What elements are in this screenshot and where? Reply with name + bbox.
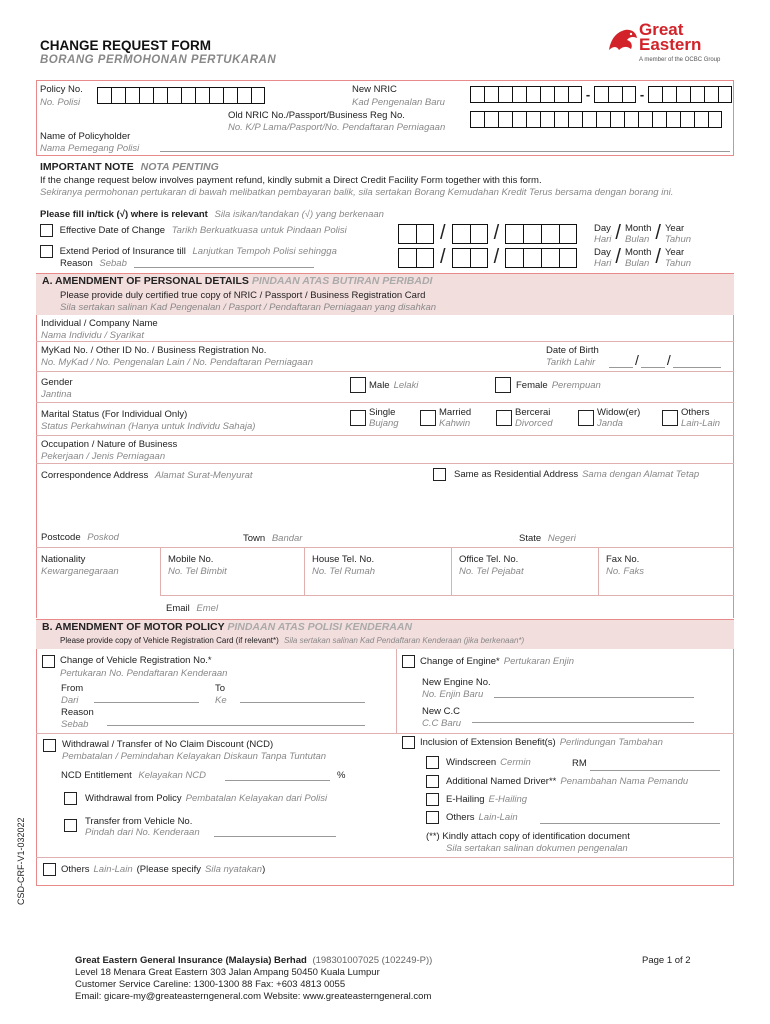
month-label: Month [624, 246, 652, 258]
note-text-my: Sekiranya permohonan pertukaran di bawah melibatkan pembayaran balik, sila sertakan Borang Kemudahan Kredit Terus bersama dengan borang ini. [40, 187, 674, 198]
month-label-my: Bulan [624, 257, 650, 269]
office-label: Office Tel. No. [459, 554, 519, 565]
ncd-ent-input[interactable] [225, 780, 330, 781]
email-label-my: Emel [196, 603, 219, 614]
new-engine-input[interactable] [494, 697, 694, 698]
windscreen-checkbox[interactable] [426, 756, 439, 769]
divorced-checkbox[interactable] [496, 410, 512, 426]
section-a-note-my: Sila sertakan salinan Kad Pengenalan / Pasport / Pendaftaran Perniagaan yang disahkan [60, 302, 437, 313]
effective-label: Effective Date of Change [59, 225, 166, 237]
specify-close: ) [262, 864, 266, 875]
divorced-label: Bercerai [515, 407, 551, 418]
postcode-row [41, 532, 119, 543]
ncd-ent-row [61, 770, 206, 781]
section-a-note: Please provide duly certified true copy of NRIC / Passport / Business Registration Card [60, 290, 426, 301]
divorced-option[interactable] [496, 407, 553, 429]
ncd-label-my: Pembatalan / Pemindahan Kelayakan Diskaun Tanpa Tuntutan [62, 751, 327, 762]
new-cc-label-my: C.C Baru [422, 718, 462, 729]
town-label-my: Bandar [271, 533, 303, 544]
ext-label: Inclusion of Extension Benefit(s) [420, 737, 556, 748]
married-option[interactable] [420, 407, 471, 429]
divider [160, 595, 734, 596]
driver-label: Additional Named Driver** [446, 776, 557, 787]
divider [451, 547, 452, 595]
others2-label-my: Lain-Lain [93, 864, 133, 875]
ext-label-my: Perlindungan Tambahan [559, 737, 663, 748]
marital-label-my: Status Perkahwinan (Hanya untuk Individu Sahaja) [41, 421, 256, 432]
day-label-my: Hari [594, 233, 612, 245]
day-label-my: Hari [594, 257, 612, 269]
mykad-label-my: No. MyKad / No. Pengenalan Lain / No. Pendaftaran Perniagaan [41, 357, 313, 368]
fax-label-my: No. Faks [606, 566, 645, 577]
others-b-option[interactable] [426, 811, 518, 824]
widow-label-my: Janda [597, 418, 623, 429]
transfer-checkbox[interactable] [64, 819, 77, 832]
divider [160, 547, 161, 595]
others-b-checkbox[interactable] [426, 811, 439, 824]
email-label: Email [166, 603, 190, 614]
form-code: CSD-CRF-V1-032022 [16, 817, 26, 905]
address-row [41, 470, 253, 481]
attach-note-my: Sila sertakan salinan dokumen pengenalan [446, 843, 628, 854]
section-a-header [36, 273, 734, 288]
note-text: If the change request below involves payment refund, kindly submit a Direct Credit Facility Form together with this form. [40, 175, 542, 186]
engine-change-label-my: Pertukaran Enjin [503, 656, 574, 667]
month-label-my: Bulan [624, 233, 650, 245]
divider [36, 435, 734, 436]
ext-option[interactable] [402, 736, 663, 749]
ehailing-label-my: E-Hailing [488, 794, 528, 805]
new-engine-label-my: No. Enjin Baru [422, 689, 484, 700]
logo-tagline: A member of the OCBC Group [639, 57, 721, 63]
others-label-my: Lain-Lain [681, 418, 721, 429]
divider [36, 857, 734, 858]
single-checkbox[interactable] [350, 410, 366, 426]
important-note-title [40, 161, 219, 173]
divider [36, 547, 734, 548]
to-label: To [215, 683, 226, 694]
day-label: Day [594, 246, 611, 258]
footer-email: Email: gicare-my@greateasterngeneral.com Website: www.greateasterngeneral.com [75, 991, 432, 1002]
tick-instruction-my: Sila isikan/tandakan (√) yang berkenaan [214, 209, 384, 220]
logo-text-great: Great [639, 20, 684, 39]
old-nric-label-my: No. K/P Lama/Pasport/No. Pendaftaran Perniagaan [228, 122, 446, 133]
dob-label: Date of Birth [546, 345, 599, 356]
address-label-my: Alamat Surat-Menyurat [154, 470, 253, 481]
withdraw-label: Withdrawal from Policy [85, 793, 182, 804]
reg-change-label-my: Pertukaran No. Pendaftaran Kenderaan [60, 668, 228, 679]
male-label: Male [369, 379, 390, 391]
others-b-input[interactable] [540, 823, 720, 824]
marital-label: Marital Status (For Individual Only) [41, 409, 188, 420]
ehailing-checkbox[interactable] [426, 793, 439, 806]
office-label-my: No. Tel Pejabat [459, 566, 524, 577]
divider [36, 733, 734, 734]
effective-date-input[interactable]: / / [398, 222, 577, 245]
footer-company: Great Eastern General Insurance (Malaysia) Berhad [75, 955, 307, 966]
footer-block [75, 955, 432, 1003]
great-eastern-logo [605, 22, 735, 70]
new-cc-input[interactable] [472, 722, 694, 723]
new-nric-label-my: Kad Pengenalan Baru [352, 97, 445, 108]
rm-label: RM [572, 758, 587, 769]
driver-checkbox[interactable] [426, 775, 439, 788]
mobile-label-my: No. Tel Bimbit [168, 566, 227, 577]
female-label: Female [516, 379, 548, 391]
policy-no-label: Policy No. [40, 84, 83, 95]
transfer-option[interactable] [64, 816, 200, 838]
specify-label-my: Sila nyatakan [205, 864, 263, 875]
postcode-label-my: Poskod [87, 532, 119, 543]
state-label: State [519, 533, 542, 544]
reg-change-checkbox[interactable] [42, 655, 55, 668]
holder-label-my: Nama Pemegang Polisi [40, 143, 140, 154]
reason-input[interactable] [134, 267, 314, 268]
new-nric-input[interactable]: - - [470, 86, 732, 103]
others-checkbox[interactable] [662, 410, 678, 426]
dob-input[interactable]: / / [609, 352, 721, 368]
extend-date-input[interactable]: / / [398, 246, 577, 269]
to-label-my: Ke [215, 695, 227, 706]
old-nric-input[interactable] [470, 111, 722, 128]
section-b-title-my: PINDAAN ATAS POLISI KENDERAAN [227, 621, 413, 633]
mykad-label: MyKad No. / Other ID No. / Business Registration No. [41, 345, 267, 356]
percent-sign: % [337, 770, 346, 781]
driver-label-my: Penambahan Nama Pemandu [560, 776, 689, 787]
withdraw-option[interactable] [64, 792, 327, 805]
fax-label: Fax No. [606, 554, 640, 565]
year-label: Year [664, 222, 685, 234]
transfer-label: Transfer from Vehicle No. [85, 816, 193, 827]
engine-change-label: Change of Engine* [420, 656, 500, 667]
married-checkbox[interactable] [420, 410, 436, 426]
house-label-my: No. Tel Rumah [312, 566, 376, 577]
same-address-label-my: Sama dengan Alamat Tetap [582, 469, 700, 480]
name-label-my: Nama Individu / Syarikat [41, 330, 144, 341]
reason-row [60, 258, 127, 269]
note-title-my: NOTA PENTING [140, 161, 219, 173]
effective-checkbox[interactable] [40, 224, 53, 237]
reason-b-input[interactable] [107, 725, 365, 726]
withdraw-label-my: Pembatalan Kelayakan dari Polisi [185, 793, 328, 804]
divorced-label-my: Divorced [515, 418, 553, 429]
tick-instruction: Please fill in/tick (√) where is relevant [40, 209, 208, 220]
footer-careline: Customer Service Careline: 1300-1300 88 Fax: +603 4813 0055 [75, 979, 346, 990]
day-label: Day [594, 222, 611, 234]
divider [304, 547, 305, 595]
windscreen-option[interactable] [426, 756, 531, 769]
reason-b-label: Reason [61, 707, 94, 718]
effective-label-my: Tarikh Berkuatkuasa untuk Pindaan Polisi [171, 225, 347, 237]
to-input[interactable] [240, 702, 365, 703]
male-label-my: Lelaki [393, 379, 419, 391]
dob-label-my: Tarikh Lahir [546, 357, 596, 368]
engine-change-checkbox[interactable] [402, 655, 415, 668]
divider [36, 371, 734, 372]
form-subtitle: BORANG PERMOHONAN PERTUKARAN [40, 54, 277, 66]
footer-reg: (198301007025 (102249-P)) [312, 955, 433, 966]
town-row [243, 533, 302, 544]
female-label-my: Perempuan [551, 379, 601, 391]
gender-label: Gender [41, 377, 73, 388]
married-label-my: Kahwin [439, 418, 471, 429]
policy-no-input[interactable] [97, 87, 265, 104]
from-input[interactable] [94, 702, 199, 703]
others2-option[interactable] [43, 863, 265, 876]
others2-label: Others [61, 864, 90, 875]
single-label-my: Bujang [369, 418, 399, 429]
same-address-option[interactable] [433, 468, 699, 481]
single-option[interactable] [350, 407, 399, 429]
divider [36, 402, 734, 403]
extend-label: Extend Period of Insurance till [59, 246, 186, 258]
note-title: IMPORTANT NOTE [40, 161, 134, 173]
from-label: From [61, 683, 84, 694]
extend-row [40, 245, 337, 258]
holder-input[interactable] [160, 151, 730, 152]
windscreen-rm-input[interactable] [590, 770, 720, 771]
state-row [519, 533, 576, 544]
occupation-label-my: Pekerjaan / Jenis Perniagaan [41, 451, 166, 462]
old-nric-label: Old NRIC No./Passport/Business Reg No. [228, 110, 405, 121]
ncd-option[interactable] [43, 739, 326, 762]
section-b-note: Please provide copy of Vehicle Registration Card (if relevant*) [60, 636, 279, 645]
extend-checkbox[interactable] [40, 245, 53, 258]
ncd-checkbox[interactable] [43, 739, 56, 752]
effective-row [40, 224, 347, 237]
ext-checkbox[interactable] [402, 736, 415, 749]
section-b-title: B. AMENDMENT OF MOTOR POLICY [42, 621, 225, 633]
year-label-my: Tahun [664, 257, 692, 269]
ehailing-label: E-Hailing [446, 794, 485, 805]
new-cc-label: New C.C [422, 706, 461, 717]
policy-no-label-my: No. Polisi [40, 97, 81, 108]
email-row [166, 603, 218, 614]
windscreen-label: Windscreen [446, 757, 497, 768]
single-label: Single [369, 407, 396, 418]
ehailing-option[interactable] [426, 793, 527, 806]
date-legend-1: Day Hari / Month Bulan / Year Tahun [594, 222, 692, 245]
occupation-label: Occupation / Nature of Business [41, 439, 178, 450]
male-checkbox[interactable] [350, 377, 366, 393]
reason-label: Reason [60, 258, 93, 269]
divider [36, 463, 734, 464]
same-address-checkbox[interactable] [433, 468, 446, 481]
lion-icon [605, 24, 639, 58]
male-option[interactable] [350, 377, 418, 393]
transfer-input[interactable] [214, 836, 336, 837]
widow-checkbox[interactable] [578, 410, 594, 426]
section-a-title-my: PINDAAN ATAS BUTIRAN PERIBADI [251, 275, 433, 287]
from-label-my: Dari [61, 695, 79, 706]
transfer-label-my: Pindah dari No. Kenderaan [85, 827, 200, 838]
mobile-label: Mobile No. [168, 554, 214, 565]
others-b-label: Others [446, 812, 475, 823]
nationality-label: Nationality [41, 554, 86, 565]
nationality-label-my: Kewarganegaraan [41, 566, 119, 577]
gender-label-my: Jantina [41, 389, 72, 400]
others-option[interactable] [662, 407, 720, 429]
others-b-label-my: Lain-Lain [478, 812, 518, 823]
widow-option[interactable] [578, 407, 640, 429]
address-label: Correspondence Address [41, 470, 149, 481]
section-b-note-my: Sila sertakan salinan Kad Pendaftaran Kenderaan (jika berkenaan*) [284, 636, 525, 645]
year-label: Year [664, 246, 685, 258]
new-nric-label: New NRIC [352, 84, 397, 95]
widow-label: Widow(er) [597, 407, 641, 418]
specify-label: (Please specify [136, 864, 202, 875]
ncd-ent-label: NCD Entitlement [61, 770, 132, 781]
postcode-label: Postcode [41, 532, 81, 543]
engine-change-option[interactable] [402, 655, 574, 668]
others2-checkbox[interactable] [43, 863, 56, 876]
page-number: Page 1 of 2 [642, 955, 691, 966]
windscreen-label-my: Cermin [500, 757, 531, 768]
town-label: Town [243, 533, 266, 544]
female-checkbox[interactable] [495, 377, 511, 393]
holder-label: Name of Policyholder [40, 131, 131, 142]
year-label-my: Tahun [664, 233, 692, 245]
ncd-ent-label-my: Kelayakan NCD [138, 770, 206, 781]
reason-b-label-my: Sebab [61, 719, 89, 730]
date-legend-2: Day Hari / Month Bulan / Year Tahun [594, 246, 692, 269]
reg-change-option[interactable] [42, 655, 227, 679]
same-address-label: Same as Residential Address [454, 469, 579, 480]
divider [396, 649, 397, 733]
ncd-label: Withdrawal / Transfer of No Claim Discount (NCD) [62, 739, 274, 750]
female-option[interactable] [495, 377, 601, 393]
name-label: Individual / Company Name [41, 318, 158, 329]
tick-instruction-row [40, 209, 384, 220]
reason-label-my: Sebab [99, 258, 127, 269]
divider [36, 341, 734, 342]
state-label-my: Negeri [547, 533, 576, 544]
extend-label-my: Lanjutkan Tempoh Polisi sehingga [192, 246, 337, 258]
reg-change-label: Change of Vehicle Registration No.* [60, 655, 212, 666]
form-title: CHANGE REQUEST FORM [40, 38, 212, 53]
house-label: House Tel. No. [312, 554, 375, 565]
divider [598, 547, 599, 595]
logo-text-eastern: Eastern [639, 35, 702, 54]
section-a-title: A. AMENDMENT OF PERSONAL DETAILS [42, 275, 249, 287]
footer-address: Level 18 Menara Great Eastern 303 Jalan Ampang 50450 Kuala Lumpur [75, 967, 380, 978]
attach-note: (**) Kindly attach copy of identification document [426, 831, 630, 842]
others-label: Others [681, 407, 710, 418]
driver-option[interactable] [426, 775, 688, 788]
section-b-note-row [60, 636, 524, 645]
new-engine-label: New Engine No. [422, 677, 491, 688]
married-label: Married [439, 407, 472, 418]
withdraw-checkbox[interactable] [64, 792, 77, 805]
month-label: Month [624, 222, 652, 234]
